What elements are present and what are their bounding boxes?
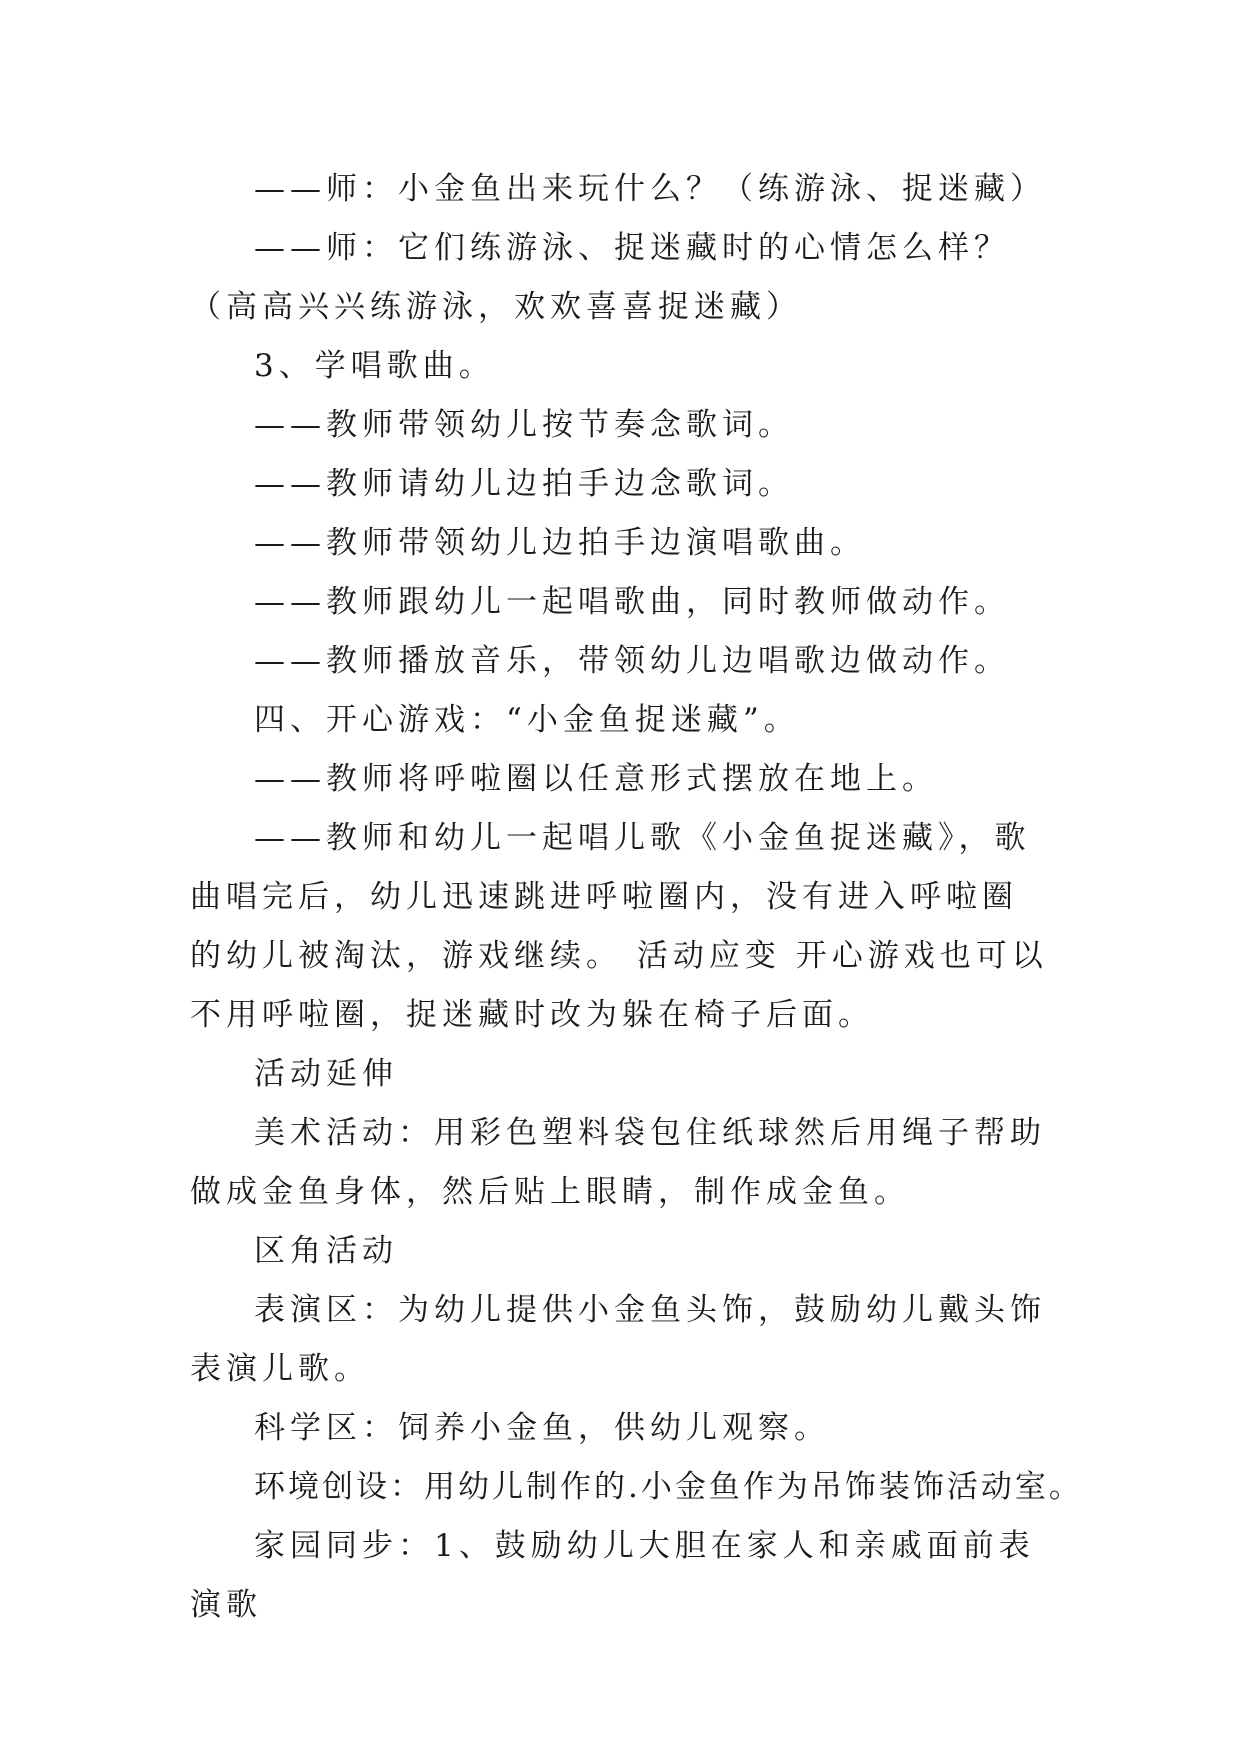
paragraph-question-mood: ——师：它们练游泳、捉迷藏时的心情怎么样？（高高兴兴练游泳，欢欢喜喜捉迷藏） (190, 230, 1010, 325)
paragraph-clap-read: ——教师请幼儿边拍手边念歌词。 (254, 466, 794, 502)
paragraph-game-title: 四、开心游戏：“小金鱼捉迷藏”。 (254, 702, 800, 738)
paragraph-game-rules: ——教师和幼儿一起唱儿歌《小金鱼捉迷藏》，歌曲唱完后，幼儿迅速跳进呼啦圈内，没有进入呼啦圈的幼儿被淘汰，游戏继续。 活动应变 开心游戏也可以不用呼啦圈，捉迷藏时改为躲在椅子后面。 (190, 820, 1048, 1033)
paragraph-extension-heading: 活动延伸 (254, 1056, 398, 1092)
paragraph-hoops: ——教师将呼啦圈以任意形式摆放在地上。 (254, 761, 938, 797)
paragraph-environment: 环境创设：用幼儿制作的.小金鱼作为吊饰装饰活动室。 (254, 1469, 1083, 1505)
paragraph-sing-together: ——教师跟幼儿一起唱歌曲，同时教师做动作。 (254, 584, 1010, 620)
paragraph-read-lyrics: ——教师带领幼儿按节奏念歌词。 (254, 407, 794, 443)
paragraph-play-music: ——教师播放音乐，带领幼儿边唱歌边做动作。 (254, 643, 1010, 679)
paragraph-step-learn-song: 3、学唱歌曲。 (254, 348, 495, 384)
paragraph-art-activity: 美术活动：用彩色塑料袋包住纸球然后用绳子帮助做成金鱼身体，然后贴上眼睛，制作成金鱼。 (190, 1115, 1046, 1210)
document-body (190, 160, 1083, 1635)
paragraph-corner-heading: 区角活动 (254, 1233, 398, 1269)
paragraph-home-sync: 家园同步：1、鼓励幼儿大胆在家人和亲戚面前表演歌 (190, 1528, 1035, 1623)
paragraph-science-area: 科学区：饲养小金鱼，供幼儿观察。 (254, 1410, 830, 1446)
paragraph-question-play: ——师：小金鱼出来玩什么？（练游泳、捉迷藏） (254, 171, 1046, 207)
paragraph-clap-sing: ——教师带领幼儿边拍手边演唱歌曲。 (254, 525, 866, 561)
paragraph-performance-area: 表演区：为幼儿提供小金鱼头饰，鼓励幼儿戴头饰表演儿歌。 (190, 1292, 1046, 1387)
